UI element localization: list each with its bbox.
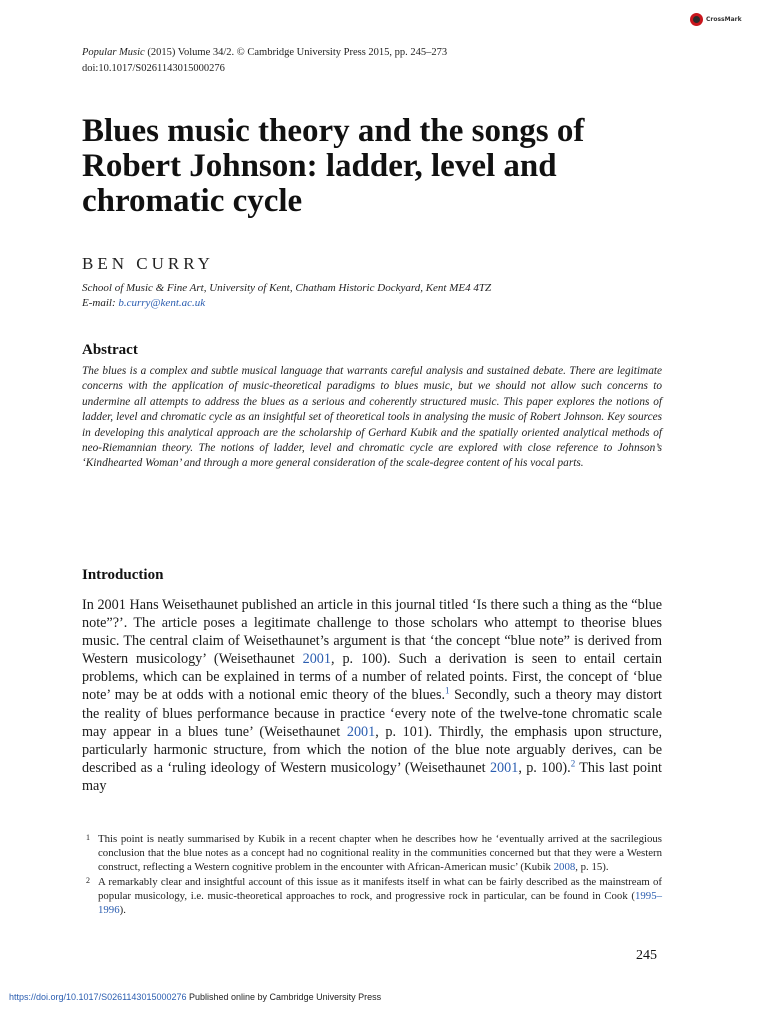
crossmark-icon [690,13,703,26]
journal-citation [82,45,447,77]
author-affiliation: School of Music & Fine Art, University of Kent, Chatham Historic Dockyard, Kent ME4 4TZ [82,282,492,294]
author-affiliation-block [82,281,491,310]
citation-link[interactable]: 2008 [553,861,576,874]
citation-link[interactable]: 2001 [346,723,376,740]
abstract-text: The blues is a complex and subtle musical language that warrants careful analysis and sustained debate. There are legitimate concerns with the application of music-theoretical paradigms to blues music, but we should not allow such concerns to undermine all attempts to address the blues as a serious and coherently structured music. This paper explores the notions of ladder, level and chromatic cycle as an insightful set of theoretical tools in analysing the music of Robert Johnson. Key sources in developing this analytical approach are the scholarship of Gerhard Kubik and the spatially oriented analytical methods of neo-Riemannian theory. The notions of ladder, level and chromatic cycle are explored with close reference to Johnson’s ‘Kindhearted Woman’ and through a more general consideration of the scale-degree content of his vocal parts. [82,365,662,470]
author-name: BEN CURRY [82,254,214,273]
page-number: 245 [636,948,657,963]
journal-doi: doi:10.1017/S0261143015000276 [82,63,225,74]
footnote-ref-2[interactable]: 2 [570,758,576,769]
journal-citation-details: (2015) Volume 34/2. © Cambridge University Press 2015, pp. 245–273 [144,47,448,58]
footnote-item [82,832,662,875]
author-email-link[interactable]: b.curry@kent.ac.uk [118,296,206,309]
intro-text-4: , p. 101). Thirdly, the emphasis upon structure, particularly harmonic structure, from which the notion of the blue note arguably derives, can be described as a ‘ruling ideology of Western musicology’ (Weisethaunet [82,723,663,776]
abstract-heading: Abstract [82,342,138,358]
intro-text-6: This last point may [82,759,662,794]
journal-name: Popular Music [82,47,145,58]
article-title: Blues music theory and the songs of Robert Johnson: ladder, level and chromatic cycle [82,113,585,219]
crossmark-badge[interactable] [690,13,742,26]
footnote-number: 2 [86,875,90,885]
intro-text-3: Secondly, such a theory may distort the reality of blues performance because in practice ‘every note of the twelve-tone chromatic scale may appear in a blues tune’ (Weisethaunet [82,687,662,740]
footnote-text-part: , p. 15). [575,861,609,874]
introduction-heading: Introduction [82,567,164,583]
doi-link[interactable]: https://doi.org/10.1017/S0261143015000276 [9,992,187,1002]
citation-link[interactable]: 2001 [489,759,519,776]
footnote-text [98,875,662,918]
footnote-number: 1 [86,833,90,842]
page-footer [9,992,381,1002]
citation-link[interactable]: 2001 [302,651,331,668]
intro-text-2: , p. 100). Such a derivation is seen to entail certain problems, which can be explained in terms of a number of related points. First, the concept of ‘blue note’ may be at odds with a notional emic theory of the blues. [82,651,662,704]
introduction-paragraph [82,596,662,795]
email-label: E-mail: [82,296,119,309]
footnote-item [82,875,662,918]
footnote-text-part: ). [119,904,126,917]
intro-text-5: , p. 100). [518,759,571,776]
footnote-text-part: A remarkably clear and insightful account of this issue as it manifests itself in what can be fairly described as the mainstream of popular musicology, i.e. music-theoretical approaches to rock, and progressive rock in particular, can be found in Cook ( [98,875,662,902]
citation-link[interactable]: 1995–1996 [98,889,662,917]
footnote-ref-1[interactable]: 1 [445,685,450,696]
crossmark-label: CrossMark [706,16,742,23]
footnote-text-part: This point is neatly summarised by Kubik in a recent chapter when he describes how he ‘eventually arrived at the sacrilegious conclusion that the blue notes as a concept had no cognitional reality in the communities concerned but that they were a Western construct, reflecting a Western cognitive problem in the encounter with African-American music’ (Kubik [98,833,662,874]
footnotes [82,832,662,917]
published-online-text: Published online by Cambridge University Press [186,992,382,1002]
intro-text-1: In 2001 Hans Weisethaunet published an article in this journal titled ‘Is there such a thing as the “blue note”?’. The article poses a legitimate challenge to those scholars who attempt to theorise blues music. The central claim of Weisethaunet’s argument is that ‘the concept “blue note” is derived from Western musicology’ (Weisethaunet [82,597,662,668]
footnote-text [98,832,662,875]
